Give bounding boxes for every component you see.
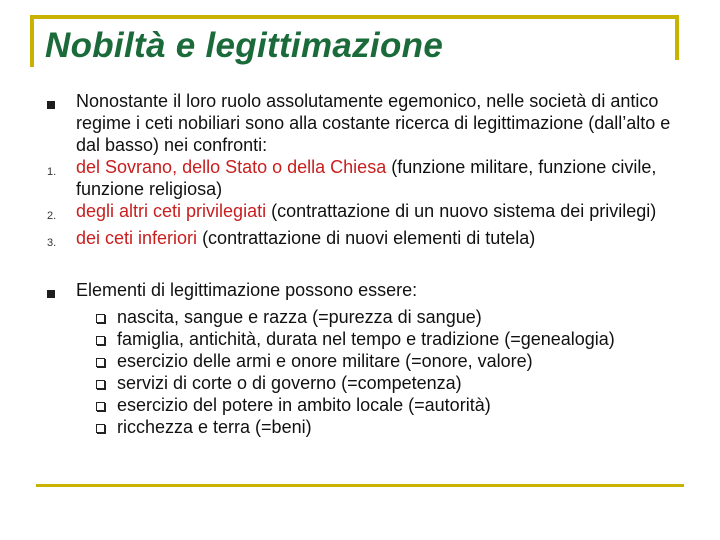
intro-text: Nonostante il loro ruolo assolutamente egemonico, nelle società di antico regime i ceti nobiliari sono alla costante ricerca di legittimazione (dall’alto e dal basso) nei confronti: xyxy=(76,91,671,155)
square-bullet-icon xyxy=(40,90,76,117)
frame-top-line xyxy=(30,15,678,19)
bullet-item xyxy=(40,279,680,306)
checkbox-bullet-icon xyxy=(95,372,117,394)
sub-item: ricchezza e terra (=beni) xyxy=(95,416,680,438)
checkbox-bullet-icon xyxy=(95,306,117,328)
bullet-item xyxy=(40,90,680,156)
sub-item: servizi di corte o di governo (=competenza) xyxy=(95,372,680,394)
highlight-text: degli altri ceti privilegiati xyxy=(76,201,267,221)
item-number: 3. xyxy=(47,237,57,249)
item-number: 2. xyxy=(47,210,57,222)
item-text: (funzione militare, funzione civile, funzione religiosa) xyxy=(76,157,657,199)
sub-item: famiglia, antichità, durata nel tempo e tradizione (=genealogia) xyxy=(95,328,680,350)
highlight-text: del Sovrano, dello Stato o della Chiesa xyxy=(76,157,387,177)
item-number: 1. xyxy=(47,166,57,178)
item-text: (contrattazione di nuovi elementi di tutela) xyxy=(197,228,536,248)
numbered-item-1 xyxy=(40,156,680,200)
checkbox-bullet-icon xyxy=(95,416,117,438)
second-bullet-text: Elementi di legittimazione possono essere: xyxy=(76,280,418,300)
numbered-item-3 xyxy=(40,227,680,254)
checkbox-bullet-icon xyxy=(95,394,117,416)
numbered-item-2 xyxy=(40,200,680,227)
slide-content xyxy=(40,90,680,438)
checkbox-bullet-icon xyxy=(95,328,117,350)
sub-item: nascita, sangue e razza (=purezza di sangue) xyxy=(95,306,680,328)
item-text: (contrattazione di un nuovo sistema dei privilegi) xyxy=(266,201,657,221)
frame-right-line xyxy=(675,15,679,60)
checkbox-bullet-icon xyxy=(95,350,117,372)
sub-item: esercizio delle armi e onore militare (=onore, valore) xyxy=(95,350,680,372)
slide-title: Nobiltà e legittimazione xyxy=(45,26,444,65)
square-bullet-icon xyxy=(40,279,76,306)
sub-item: esercizio del potere in ambito locale (=autorità) xyxy=(95,394,680,416)
frame-left-line xyxy=(30,15,34,67)
frame-bottom-line xyxy=(36,484,684,487)
highlight-text: dei ceti inferiori xyxy=(76,228,198,248)
